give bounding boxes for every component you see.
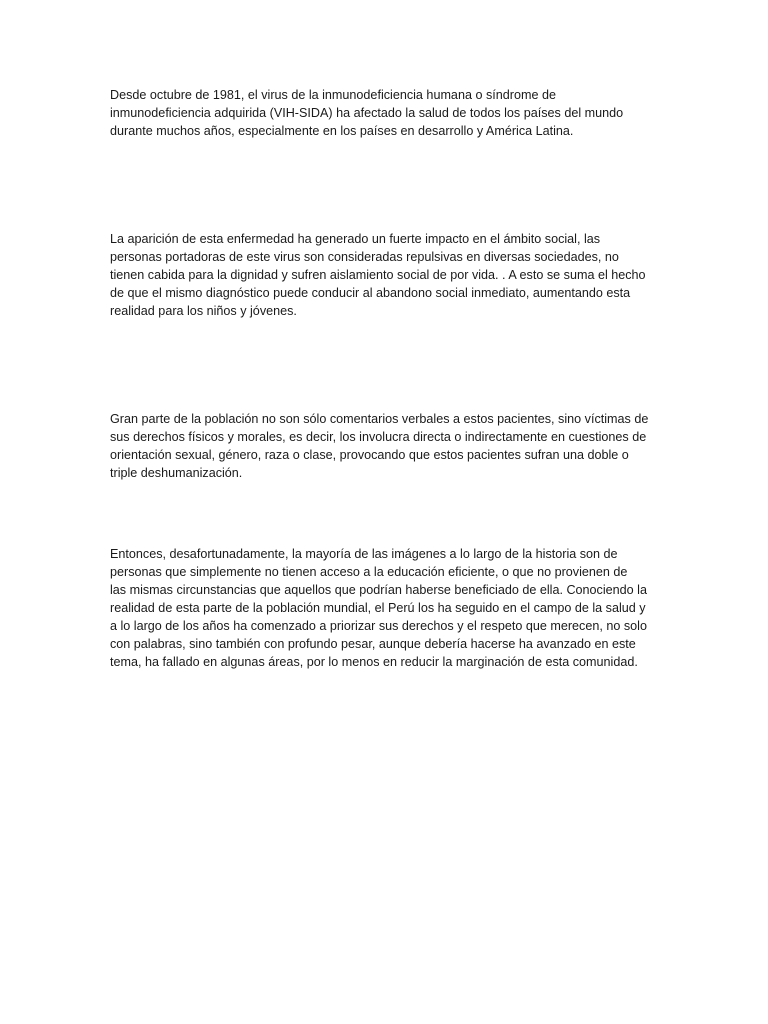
paragraph-3 <box>110 410 662 482</box>
paragraph-line: Gran parte de la población no son sólo comentarios verbales a estos pacientes, sino víctimas de <box>110 412 649 426</box>
paragraph-line: realidad para los niños y jóvenes. <box>110 304 297 318</box>
paragraph-line: de que el mismo diagnóstico puede conducir al abandono social inmediato, aumentando esta <box>110 286 631 300</box>
paragraph-line: orientación sexual, género, raza o clase, provocando que estos pacientes sufran una doble o <box>110 448 629 462</box>
paragraph-line: con palabras, sino también con profundo pesar, aunque debería hacerse ha avanzado en este <box>110 637 636 651</box>
paragraph-line: sus derechos físicos y morales, es decir, los involucra directa o indirectamente en cuestiones de <box>110 430 647 444</box>
paragraph-line: triple deshumanización. <box>110 466 243 480</box>
paragraph-line: inmunodeficiencia adquirida (VIH-SIDA) ha afectado la salud de todos los países del mundo <box>110 106 624 120</box>
paragraph-line: La aparición de esta enfermedad ha generado un fuerte impacto en el ámbito social, las <box>110 232 601 246</box>
paragraph-line: personas que simplemente no tienen acceso a la educación eficiente, o que no provienen de <box>110 565 628 579</box>
paragraph-line: personas portadoras de este virus son consideradas repulsivas en diversas sociedades, no <box>110 250 619 264</box>
paragraph-1 <box>110 86 662 140</box>
paragraph-line: tienen cabida para la dignidad y sufren aislamiento social de por vida. . A esto se suma el hecho <box>110 268 646 282</box>
paragraph-line: Desde octubre de 1981, el virus de la inmunodeficiencia humana o síndrome de <box>110 88 556 102</box>
paragraph-line: Entonces, desafortunadamente, la mayoría de las imágenes a lo largo de la historia son de <box>110 547 618 561</box>
paragraph-line: durante muchos años, especialmente en los países en desarrollo y América Latina. <box>110 124 574 138</box>
paragraph-2 <box>110 230 662 320</box>
paragraph-line: las mismas circunstancias que aquellos que podrían haberse beneficiado de ella. Conociendo la <box>110 583 647 597</box>
paragraph-line: a lo largo de los años ha comenzado a priorizar sus derechos y el respeto que merecen, no solo <box>110 619 647 633</box>
paragraph-line: realidad de esta parte de la población mundial, el Perú los ha seguido en el campo de la salud y <box>110 601 646 615</box>
paragraph-line: tema, ha fallado en algunas áreas, por lo menos en reducir la marginación de esta comunidad. <box>110 655 638 669</box>
paragraph-4 <box>110 545 662 671</box>
